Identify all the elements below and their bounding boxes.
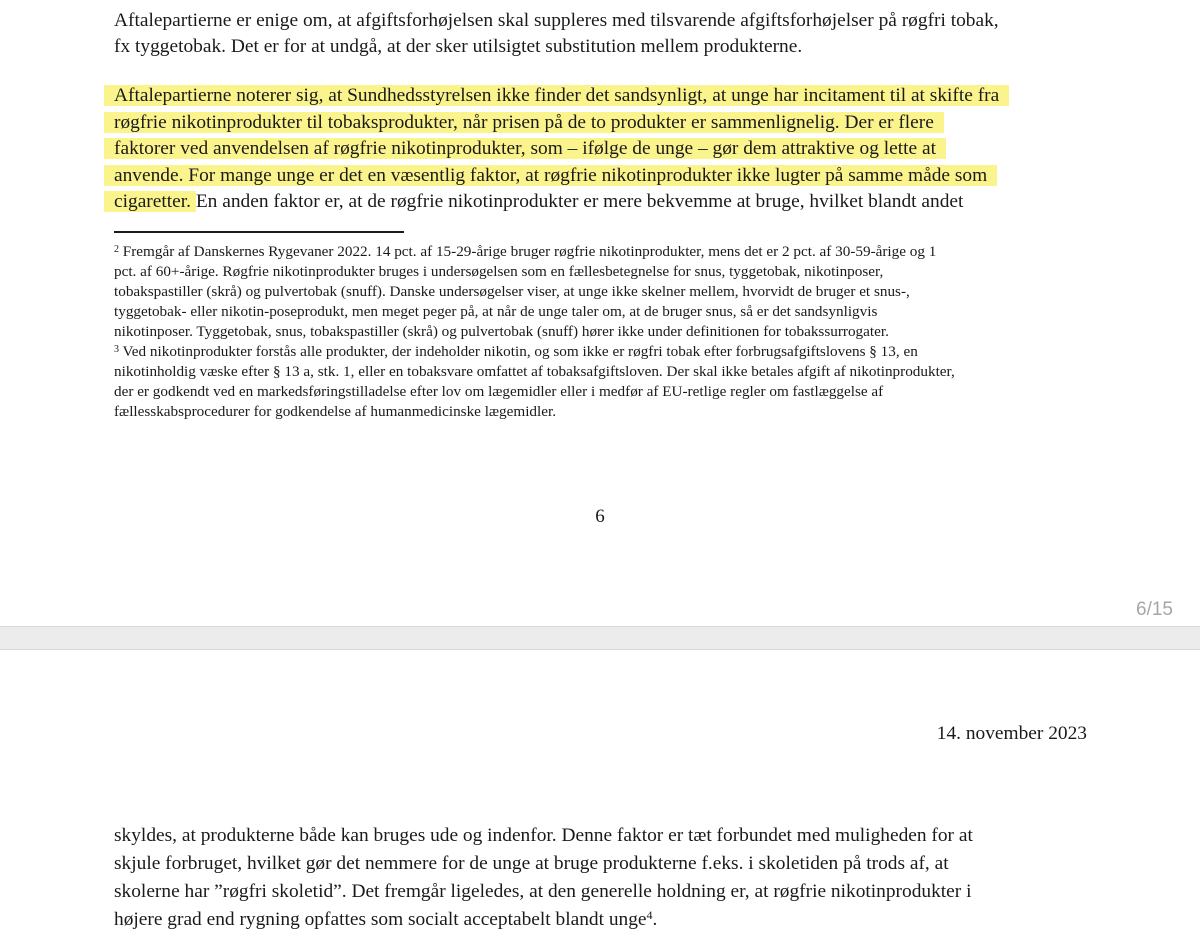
text-span: . En anden faktor er, at de røgfrie nikotinprodukter er mere bekvemme at bruge, hvilket blandt andet <box>186 191 964 212</box>
footnote-line <box>114 342 1104 362</box>
footnote-text: Ved nikotinprodukter forstås alle produkter, der indeholder nikotin, og som ikke er røgfri tobak efter forbrugsafgiftslovens § 13, en <box>119 343 918 360</box>
page-counter: 6/15 <box>1136 599 1173 620</box>
page-number: 6 <box>595 506 605 527</box>
footnote-text: Fremgår af Danskernes Rygevaner 2022. 14 pct. af 15-29-årige bruger røgfrie nikotinprodukter, mens det er 2 pct. af 30-59-årige og 1 <box>119 243 937 260</box>
footnote-line: nikotinposer. Tyggetobak, snus, tobakspastiller (skrå) og pulvertobak (snuff) hører ikke under definitionen for tobakssurrogater. <box>114 323 889 340</box>
text-span: højere grad end rygning opfattes som socialt acceptabelt blandt unge <box>114 909 647 930</box>
footnote-line: fællesskabsprocedurer for godkendelse af humanmedicinske lægemidler. <box>114 403 556 420</box>
paragraph-sundhedsstyrelsen <box>114 83 1094 216</box>
text-line: Aftalepartierne er enige om, at afgiftsforhøjelsen skal suppleres med tilsvarende afgiftsforhøjelser på røgfri tobak, <box>114 10 999 31</box>
footnote-line: tobakspastiller (skrå) og pulvertobak (snuff). Danske undersøgelser viser, at unge ikke skelner mellem, hvorvidt de bruger et snus-, <box>114 283 910 300</box>
highlight-span: cigaretter <box>114 191 187 212</box>
text-line-highlighted <box>114 110 1094 137</box>
footnote-line <box>114 242 1104 262</box>
text-line-highlighted <box>114 136 1094 163</box>
text-line: fx tyggetobak. Det er for at undgå, at der sker utilsigtet substitution mellem produkterne. <box>114 36 803 57</box>
highlight-span: røgfrie nikotinprodukter til tobaksprodukter, når prisen på de to produkter er sammenlignelig. Der er flere <box>114 111 934 133</box>
text-line: skolerne har ”røgfri skoletid”. Det fremgår ligeledes, at den generelle holdning er, at røgfrie nikotinprodukter i <box>114 881 972 902</box>
text-line: skjule forbruget, hvilket gør det nemmere for de unge at bruge produkterne f.eks. i skoletiden på trods af, at <box>114 853 949 874</box>
document-date: 14. november 2023 <box>936 723 1087 744</box>
footnote-2 <box>114 242 1104 342</box>
page-separator <box>0 626 1200 650</box>
highlight-span: anvende. For mange unge er det en væsentlig faktor, at røgfrie nikotinprodukter ikke lugter på samme måde som <box>114 164 988 186</box>
text-line <box>114 189 1094 216</box>
paragraph-continuation <box>114 822 1094 934</box>
text-line-highlighted <box>114 83 1094 110</box>
text-line: højere grad end rygning opfattes som socialt acceptabelt blandt unge$^4$. <box>114 908 658 930</box>
footnote-separator <box>114 231 404 233</box>
highlight-span: Aftalepartierne noterer sig, at Sundhedsstyrelsen ikke finder det sandsynligt, at unge har incitament til at skifte fra <box>114 85 1000 106</box>
footnote-line: pct. af 60+-årige. Røgfrie nikotinprodukter bruges i undersøgelsen som en fællesbetegnelse for snus, tyggetobak, nikotinposer, <box>114 263 884 280</box>
footnotes <box>114 242 1104 422</box>
text-line: skyldes, at produkterne både kan bruges ude og indenfor. Denne faktor er tæt forbundet med muligheden for at <box>114 825 973 846</box>
footnote-line: tyggetobak- eller nikotin-poseprodukt, men meget peger på, at når de unge taler om, at de bruger snus, så er det sandsynligvis <box>114 303 878 320</box>
text-line-highlighted <box>114 163 1094 190</box>
footnote-number: 2 <box>114 244 119 255</box>
footnote-reference: 4 <box>646 908 653 922</box>
footnote-number: 3 <box>114 344 119 355</box>
footnote-line: der er godkendt ved en markedsføringstilladelse efter lov om lægemidler eller i medfør af EU-retlige regler om fastlæggelse af <box>114 383 884 400</box>
paragraph-tax-increase <box>114 8 1094 60</box>
footnote-line: nikotinholdig væske efter § 13 a, stk. 1, eller en tobaksvare omfattet af tobaksafgiftsloven. Der skal ikke betales afgift af nikotinprodukter, <box>114 363 955 380</box>
footnote-3 <box>114 342 1104 422</box>
highlight-span: faktorer ved anvendelsen af røgfrie nikotinprodukter, som – ifølge de unge – gør dem attraktive og lette at <box>114 138 936 159</box>
